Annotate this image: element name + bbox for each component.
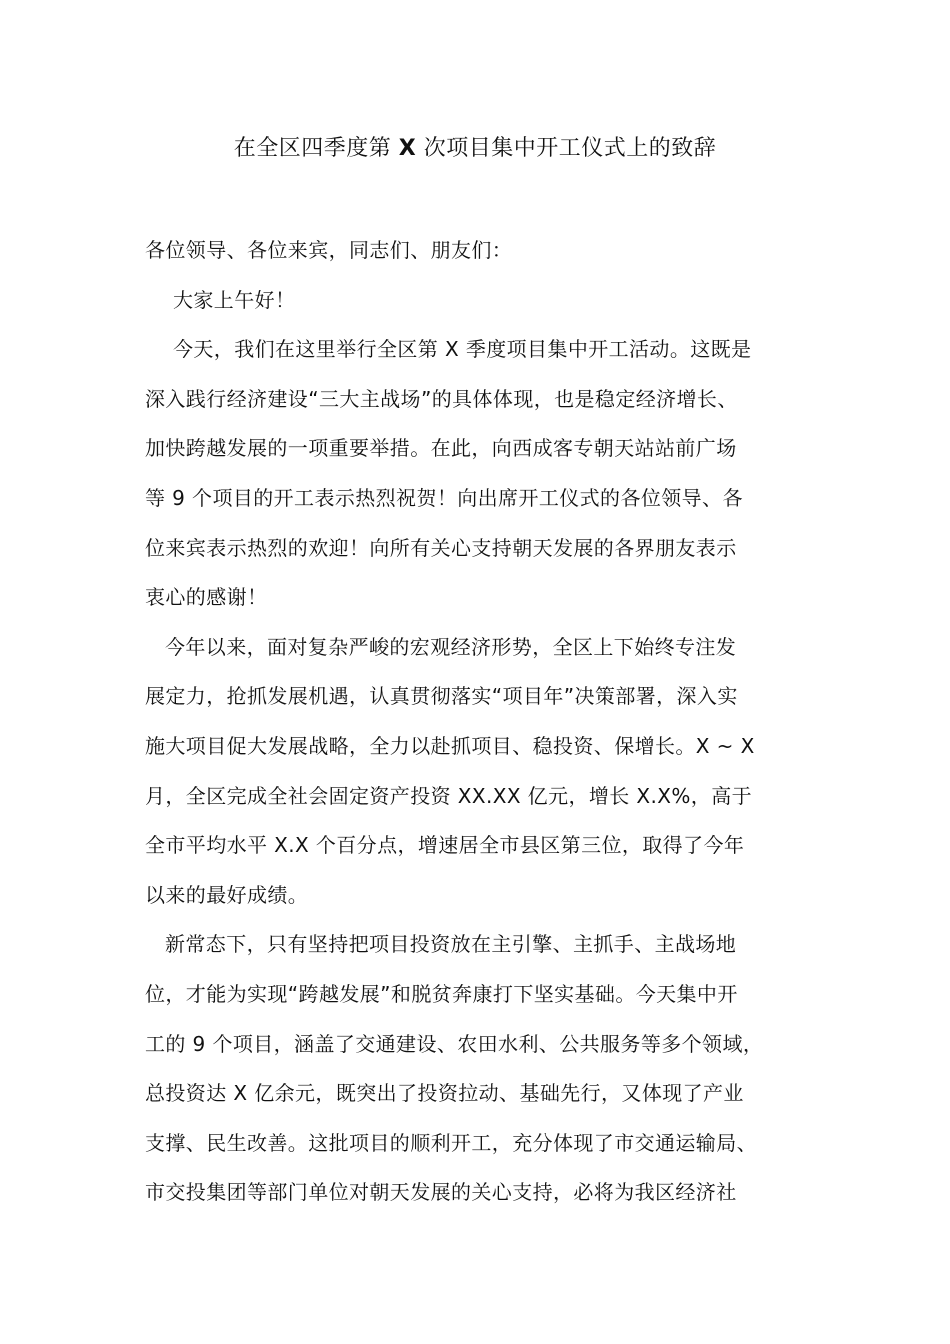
paragraph-line: 施大项目促大发展战略，全力以赴抓项目、稳投资、保增长。X ~ X bbox=[145, 733, 755, 758]
paragraph-line: 总投资达 X 亿余元，既突出了投资拉动、基础先行，又体现了产业 bbox=[145, 1081, 744, 1106]
salutation-line: 各位领导、各位来宾，同志们、朋友们： bbox=[145, 238, 513, 262]
paragraph-line: 位来宾表示热烈的欢迎！向所有关心支持朝天发展的各界朋友表示 bbox=[145, 535, 737, 560]
paragraph-line: 工的 9 个项目，涵盖了交通建设、农田水利、公共服务等多个领域， bbox=[145, 1031, 764, 1056]
paragraph-line: 加快跨越发展的一项重要举措。在此，向西成客专朝天站站前广场 bbox=[145, 436, 737, 461]
title-text-start: 在全区四季度第 bbox=[233, 136, 399, 161]
greeting-line: 大家上午好！ bbox=[173, 287, 296, 312]
paragraph-line: 今年以来，面对复杂严峻的宏观经济形势，全区上下始终专注发 bbox=[165, 634, 737, 659]
title-text-end: 次项目集中开工仪式上的致辞 bbox=[416, 136, 717, 161]
paragraph-line: 等 9 个项目的开工表示热烈祝贺！向出席开工仪式的各位领导、各 bbox=[145, 485, 743, 510]
document-title bbox=[0, 131, 950, 167]
title-text-x: X bbox=[398, 136, 417, 161]
paragraph-line: 以来的最好成绩。 bbox=[145, 882, 309, 907]
paragraph-line: 月，全区完成全社会固定资产投资 XX.XX 亿元，增长 X.X%，高于 bbox=[145, 783, 752, 808]
paragraph-line: 全市平均水平 X.X 个百分点，增速居全市县区第三位，取得了今年 bbox=[145, 833, 745, 858]
paragraph-line: 今天，我们在这里举行全区第 X 季度项目集中开工活动。这既是 bbox=[173, 337, 752, 362]
paragraph-line: 支撑、民生改善。这批项目的顺利开工，充分体现了市交通运输局、 bbox=[145, 1130, 757, 1155]
paragraph-line: 市交投集团等部门单位对朝天发展的关心支持，必将为我区经济社 bbox=[145, 1180, 737, 1205]
paragraph-line: 展定力，抢抓发展机遇，认真贯彻落实“项目年”决策部署，深入实 bbox=[145, 684, 738, 709]
paragraph-line: 深入践行经济建设“三大主战场”的具体体现，也是稳定经济增长、 bbox=[145, 386, 738, 411]
document-body bbox=[145, 232, 845, 1224]
paragraph-line: 新常态下，只有坚持把项目投资放在主引擎、主抓手、主战场地 bbox=[165, 932, 737, 957]
paragraph-line: 位，才能为实现“跨越发展”和脱贫奔康打下坚实基础。今天集中开 bbox=[145, 981, 738, 1006]
paragraph-line: 衷心的感谢！ bbox=[145, 585, 268, 610]
